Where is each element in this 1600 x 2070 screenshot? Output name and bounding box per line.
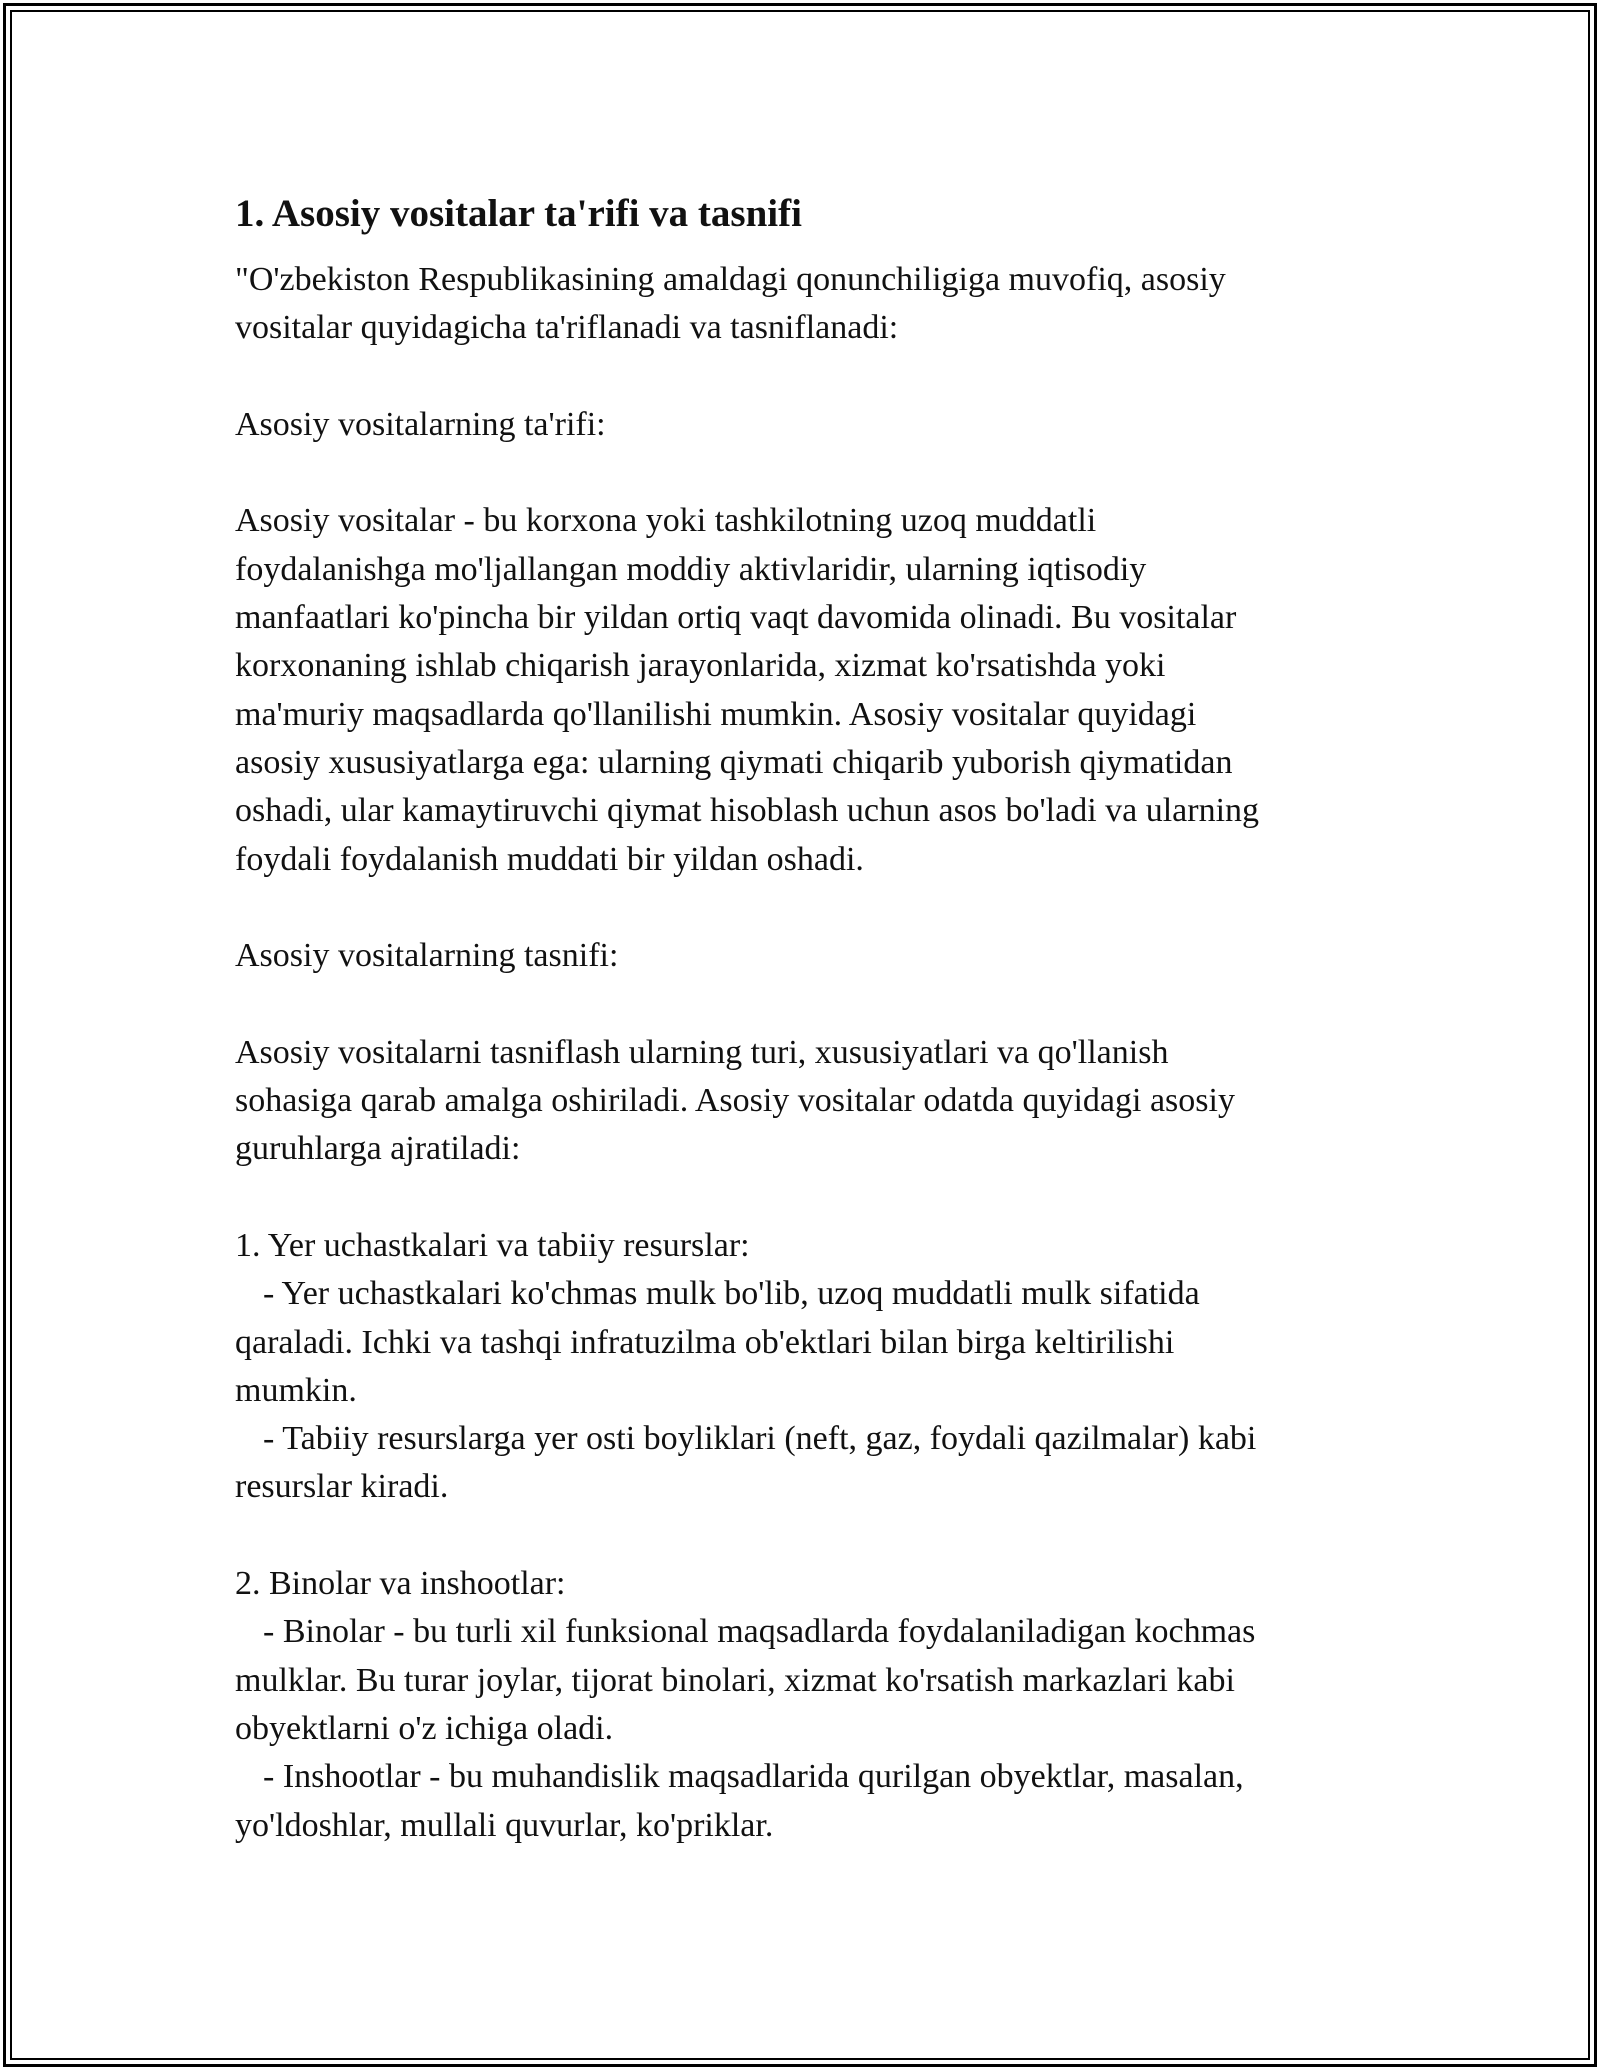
text-line: Asosiy vositalar - bu korxona yoki tashkilotning uzoq muddatli — [235, 502, 1097, 540]
definition-paragraph — [235, 497, 1365, 883]
text-line: vositalar quyidagicha ta'riflanadi va tasniflanadi: — [235, 309, 899, 347]
text-line: oshadi, ular kamaytiruvchi qiymat hisoblash uchun asos bo'ladi va ularning — [235, 792, 1260, 830]
group-2 — [235, 1560, 1365, 1850]
classification-heading — [235, 932, 1365, 980]
text-line: guruhlarga ajratiladi: — [235, 1130, 521, 1168]
list-item-line: - Inshootlar - bu muhandislik maqsadlarida qurilgan obyektlar, masalan, — [263, 1758, 1244, 1796]
list-item-line: qaraladi. Ichki va tashqi infratuzilma ob'ektlari bilan birga keltirilishi — [235, 1323, 1175, 1361]
spacer — [235, 1174, 1365, 1222]
spacer — [235, 884, 1365, 932]
text-line: foydali foydalanish muddati bir yildan oshadi. — [235, 840, 864, 878]
classification-paragraph — [235, 1029, 1365, 1174]
intro-paragraph — [235, 256, 1365, 353]
group-title: 2. Binolar va inshootlar: — [235, 1565, 566, 1603]
text-line: Asosiy vositalarning ta'rifi: — [235, 405, 606, 443]
text-line: korxonaning ishlab chiqarish jarayonlarida, xizmat ko'rsatishda yoki — [235, 647, 1166, 685]
list-item-line: - Yer uchastkalari ko'chmas mulk bo'lib, uzoq muddatli mulk sifatida — [263, 1275, 1200, 1313]
list-item-line: - Binolar - bu turli xil funksional maqsadlarda foydalaniladigan kochmas — [263, 1613, 1256, 1651]
list-item-line: mumkin. — [235, 1371, 357, 1409]
list-item-line: obyektlarni o'z ichiga oladi. — [235, 1709, 614, 1747]
group-title: 1. Yer uchastkalari va tabiiy resurslar: — [235, 1226, 750, 1264]
spacer — [235, 449, 1365, 497]
text-line: sohasiga qarab amalga oshiriladi. Asosiy vositalar odatda quyidagi asosiy — [235, 1082, 1235, 1120]
list-item-line: yo'ldoshlar, mullali quvurlar, ko'priklar. — [235, 1806, 774, 1844]
text-line: Asosiy vositalarning tasnifi: — [235, 937, 619, 975]
text-line: manfaatlari ko'pincha bir yildan ortiq vaqt davomida olinadi. Bu vositalar — [235, 599, 1237, 637]
list-item-line: resurslar kiradi. — [235, 1468, 449, 1506]
spacer — [235, 1512, 1365, 1560]
section-heading: 1. Asosiy vositalar ta'rifi va tasnifi — [235, 192, 802, 235]
text-line: ma'muriy maqsadlarda qo'llanilishi mumkin. Asosiy vositalar quyidagi — [235, 695, 1197, 733]
text-line: foydalanishga mo'ljallangan moddiy aktivlaridir, ularning iqtisodiy — [235, 550, 1147, 588]
definition-heading — [235, 401, 1365, 449]
group-1 — [235, 1222, 1365, 1512]
text-line: asosiy xususiyatlarga ega: ularning qiymati chiqarib yuborish qiymatidan — [235, 743, 1233, 781]
text-line: Asosiy vositalarni tasniflash ularning turi, xususiyatlari va qo'llanish — [235, 1033, 1169, 1071]
text-line: "O'zbekiston Respublikasining amaldagi qonunchiligiga muvofiq, asosiy — [235, 261, 1226, 298]
list-item-line: - Tabiiy resurslarga yer osti boyliklari (neft, gaz, foydali qazilmalar) kabi — [263, 1420, 1257, 1458]
list-item-line: mulklar. Bu turar joylar, tijorat binolari, xizmat ko'rsatish markazlari kabi — [235, 1661, 1235, 1699]
spacer — [235, 353, 1365, 401]
spacer — [235, 980, 1365, 1028]
document-body — [235, 188, 1365, 1850]
